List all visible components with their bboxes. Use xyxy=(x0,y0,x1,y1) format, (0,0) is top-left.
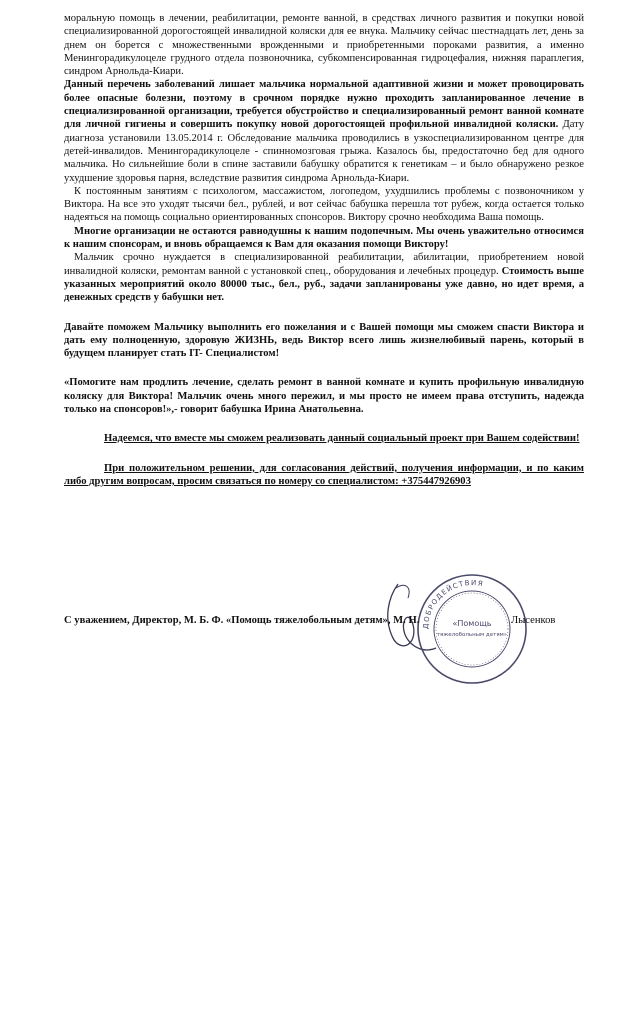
needs-text: Мальчик срочно нуждается в специализированной реабилитации, абилитации, приобретением новой инвалидной коляски, ремонтам ванной с установкой спец., оборудования и лечебных процедур. xyxy=(64,252,584,277)
cost-bold-text: Стоимость выше указанных мероприятий около 80000 тыс., бел., руб., задачи запланированы уже давно, но идет время, а денежных средств у бабушки нет. xyxy=(64,265,584,304)
closing-signature-line xyxy=(64,615,584,626)
closing-text: С уважением, Директор, М. Б. Ф. «Помощь тяжелобольным детям», М. Н. xyxy=(64,615,420,626)
paragraph-quote: «Помогите нам продлить лечение, сделать ремонт в ванной комнате и купить профильную инвалидную коляску для Виктора! Мальчик очень много пережил, и мы просто не имеем права отступить, надежда только на спонсоров!»,- говорит бабушка Ирина Анатольевна. xyxy=(64,377,584,416)
director-surname: Лысенков xyxy=(511,615,556,626)
seal-center-line1: «Помощь xyxy=(452,619,492,628)
paragraph-diagnosis xyxy=(64,78,584,184)
diagnosis-bold-text: Данный перечень заболеваний лишает мальчика нормальной адаптивной жизни и может провоцировать более опасные болезни, поэтому в срочном порядке нужно проходить запланированное лечение в специализированной организации, требуется обустройство и специализированный ремонт ванной комнате для личной гигиены и совершить покупку новой дорогостоящей профильной инвалидной коляски. xyxy=(64,79,584,131)
paragraph-contact: При положительном решении, для согласования действий, получения информации, и по каким либо другим вопросам, просим связаться по номеру со специалистом: +375447926903 xyxy=(64,462,584,487)
letter-body xyxy=(64,12,584,488)
seal-center-line2: тяжелобольным детям» xyxy=(436,632,508,638)
paragraph-appeal: Давайте поможем Мальчику выполнить его пожелания и с Вашей помощи мы сможем спасти Виктора и дать ему полноценную, здоровую ЖИЗНЬ, ведь Виктор всего лишь жизнелюбивый парень, который в будущем планирует стать IT- Специалистом! xyxy=(64,321,584,360)
paragraph-intro: моральную помощь в лечении, реабилитации, ремонте ванной, в средствах личного развития и покупки новой специализированной дорогостоящей инвалидной коляски для ее внука. Мальчику сейчас шестнадцать лет, день за днем он борется с множественными врожденными и приобретенными пороками развития, а именно Менингорадикулоцеле грудного отдела позвоночника, субкомпенсированная гидроцефалия, нижняя параплегия, синдром Арнольда-Киари. xyxy=(64,13,584,78)
organization-seal xyxy=(415,572,529,686)
paragraph-needs xyxy=(64,251,584,304)
paragraph-hope: Надеемся, что вместе мы сможем реализовать данный социальный проект при Вашем содействии! xyxy=(104,433,580,445)
paragraph-therapy: К постоянным занятиям с психологом, массажистом, логопедом, ухудшились проблемы с позвоночником у Виктора. На все это уходят тысячи бел., рублей, и вот сейчас бабушка перешла тот рубеж, когда остается только надеяться на помощь социально ориентированных спонсоров. Виктору срочно необходима Ваша помощь. xyxy=(64,185,584,224)
diagnosis-text: Дату диагноза установили 13.05.2014 г. Обследование мальчика проводились в узкоспециализированном центре для детей-инвалидов. Менингорадикулоцеле - спинномозговая грыжа. Казалось бы, предостаточно бед для одного мальчика. Но сильнейшие боли в спине заставили бабушку обратится к генетикам – и было обнаружено резкое ухудшение здоровья парня, вследствие развития синдрома Арнольда-Киари. xyxy=(64,119,584,184)
paragraph-sponsors: Многие организации не остаются равнодушны к нашим подопечным. Мы очень уважительно относимся к нашим спонсорам, и вновь обращаемся к Вам для оказания помощи Виктору! xyxy=(64,225,584,251)
seal-ring-text: ДОБРОДЕЙСТВИЯ xyxy=(421,578,485,630)
